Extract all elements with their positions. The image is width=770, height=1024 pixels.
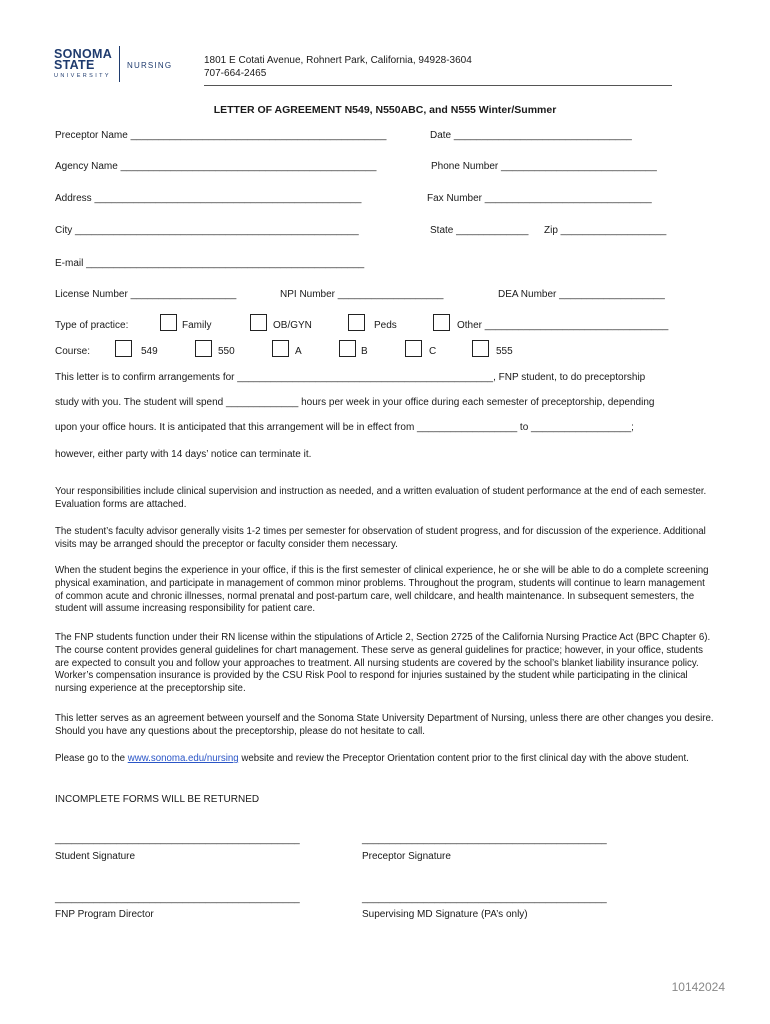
agency-name-field[interactable]: Agency Name ______________________________________________ [55, 161, 377, 172]
course-c-checkbox[interactable] [405, 340, 422, 357]
practice-peds-checkbox[interactable] [348, 314, 365, 331]
form-code: 10142024 [671, 980, 725, 994]
address-phone: 707-664-2465 [204, 67, 267, 79]
course-a-label: A [295, 346, 302, 357]
preceptor-name-field[interactable]: Preceptor Name ______________________________________________ [55, 130, 387, 141]
state-field[interactable]: State _____________ [430, 225, 529, 236]
md-signature-line[interactable]: ____________________________________________ [362, 893, 607, 904]
page-title: LETTER OF AGREEMENT N549, N550ABC, and N555 Winter/Summer [213, 104, 557, 116]
header-rule [204, 85, 672, 86]
study-hours-line[interactable]: study with you. The student will spend _____________ hours per week in your office during each semester of preceptorship, depending [55, 397, 655, 408]
practice-family-checkbox[interactable] [160, 314, 177, 331]
incomplete-notice: INCOMPLETE FORMS WILL BE RETURNED [55, 794, 260, 805]
date-field[interactable]: Date ________________________________ [430, 130, 632, 141]
paragraph-experience: When the student begins the experience in your office, if this is the first semester of clinical experience, he or she will be able to do a complete screening physical examination, and participate in management of common minor problems. Throughout the program, students will continue to learn management of common acute and chronic illnesses, normal prenatal and post-partum care, well childcare, and health maintenance. In subsequent semesters, the student will assume increasing responsibility for patient care. [55, 565, 709, 615]
orientation-text-pre: Please go to the [55, 753, 128, 764]
address-field[interactable]: Address ________________________________________________ [55, 193, 362, 204]
fax-number-field[interactable]: Fax Number ______________________________ [427, 193, 652, 204]
practice-other-checkbox[interactable] [433, 314, 450, 331]
practice-family-label: Family [182, 320, 212, 331]
logo-line-university: UNIVERSITY [54, 73, 112, 79]
course-a-checkbox[interactable] [272, 340, 289, 357]
course-b-checkbox[interactable] [339, 340, 356, 357]
dea-number-field[interactable]: DEA Number ___________________ [498, 289, 665, 300]
practice-peds-label: Peds [374, 320, 397, 331]
paragraph-agreement: This letter serves as an agreement between yourself and the Sonoma State University Department of Nursing, unless there are other changes you desire. Should you have any questions about the preceptorship, please do not hesitate to call. [55, 713, 714, 737]
logo-divider [119, 46, 120, 82]
npi-number-field[interactable]: NPI Number ___________________ [280, 289, 444, 300]
zip-field[interactable]: Zip ___________________ [544, 225, 667, 236]
logo-department: NURSING [127, 61, 173, 70]
confirm-line[interactable]: This letter is to confirm arrangements for ______________________________________________, FNP student, to do preceptorship [55, 372, 646, 383]
license-number-field[interactable]: License Number ___________________ [55, 289, 237, 300]
practice-obgyn-checkbox[interactable] [250, 314, 267, 331]
address-street: 1801 E Cotati Avenue, Rohnert Park, California, 94928-3604 [204, 55, 472, 66]
phone-number-field[interactable]: Phone Number ____________________________ [431, 161, 657, 172]
course-550-checkbox[interactable] [195, 340, 212, 357]
paragraph-orientation [55, 753, 715, 766]
course-550-label: 550 [218, 346, 235, 357]
address-block [204, 55, 472, 80]
paragraph-advisor: The student’s faculty advisor generally visits 1-2 times per semester for observation of student progress, and for discussion of the experience. Additional visits may be arranged should the preceptor or faculty consider them necessary. [55, 526, 706, 550]
director-signature-line[interactable]: ____________________________________________ [55, 893, 300, 904]
course-549-checkbox[interactable] [115, 340, 132, 357]
course-555-label: 555 [496, 346, 513, 357]
director-signature-label: FNP Program Director [55, 909, 154, 920]
md-signature-label: Supervising MD Signature (PA’s only) [362, 909, 528, 920]
logo-line-state: STATE [54, 58, 95, 72]
nursing-website-link[interactable]: www.sonoma.edu/nursing [127, 753, 239, 764]
preceptor-signature-line[interactable]: ____________________________________________ [362, 834, 607, 845]
paragraph-responsibilities: Your responsibilities include clinical supervision and instruction as needed, and a written evaluation of student performance at the end of each semester. Evaluation forms are attached. [55, 486, 707, 510]
logo-line-sonoma: SONOMA [54, 47, 113, 61]
paragraph-license: The FNP students function under their RN license within the stipulations of Article 2, Section 2725 of the California Nursing Practice Act (BPC Chapter 6). The course content provides general guidelines for chart management. These serve as general guidelines for practice; however, in your office, students are expected to consult you and follow your approaches to treatment. All nursing students are covered by the school’s blanket liability insurance policy. Worker’s compensation insurance is provided by the CSU Risk Pool to respond for injuries sustained by the student while participating in the clinical nursing experience at the preceptorship site. [55, 632, 711, 695]
student-signature-line[interactable]: ____________________________________________ [55, 834, 300, 845]
course-549-label: 549 [141, 346, 158, 357]
course-label: Course: [55, 346, 91, 357]
course-b-label: B [361, 346, 368, 357]
logo-wordmark [54, 49, 112, 71]
course-555-checkbox[interactable] [472, 340, 489, 357]
preceptor-signature-label: Preceptor Signature [362, 851, 451, 862]
practice-obgyn-label: OB/GYN [273, 320, 312, 331]
orientation-text-post: website and review the Preceptor Orientation content prior to the first clinical day with the above student. [238, 753, 689, 764]
practice-other-field[interactable]: Other _________________________________ [457, 320, 669, 331]
termination-line: however, either party with 14 days’ notice can terminate it. [55, 449, 312, 460]
practice-type-label: Type of practice: [55, 320, 129, 331]
city-field[interactable]: City ___________________________________________________ [55, 225, 359, 236]
course-c-label: C [429, 346, 437, 357]
email-field[interactable]: E-mail __________________________________________________ [55, 258, 365, 269]
student-signature-label: Student Signature [55, 851, 136, 862]
effective-dates-line[interactable]: upon your office hours. It is anticipated that this arrangement will be in effect from __________________ to __________________; [55, 422, 634, 433]
